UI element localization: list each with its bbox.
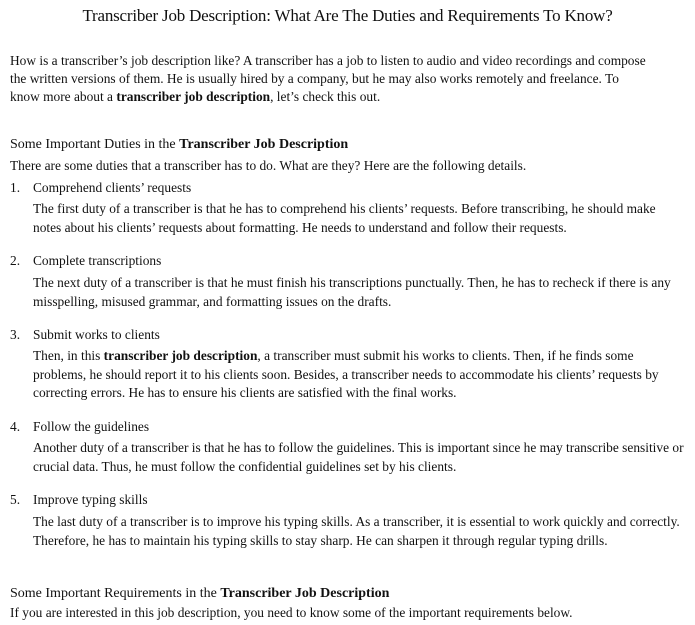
list-item-number: 3. — [10, 327, 21, 342]
requirements-heading-prefix: Some Important Requirements in the — [10, 586, 221, 601]
list-item-title: Submit works to clients — [33, 327, 160, 342]
list-item-title: Comprehend clients’ requests — [33, 180, 192, 195]
intro-keyword: transcriber job description — [116, 89, 271, 104]
list-item-heading — [10, 252, 161, 270]
list-item-title: Complete transcriptions — [33, 253, 162, 268]
list-item-number: 2. — [10, 253, 21, 268]
duties-heading-prefix: Some Important Duties in the — [10, 137, 180, 152]
list-item-number: 4. — [10, 419, 21, 434]
list-item-body: The first duty of a transcriber is that he has to comprehend his clients’ requests. Before transcribing, he should make notes about his clients’ requests about formatting. He needs to understand and follow their requests. — [33, 201, 656, 235]
page-title: Transcriber Job Description: What Are The Duties and Requirements To Know? — [82, 6, 613, 25]
duties-lead: There are some duties that a transcriber has to do. What are they? Here are the following details. — [10, 158, 527, 173]
list-item-body: The next duty of a transcriber is that he must finish his transcriptions punctually. Then, he has to recheck if there is any misspelling, misused grammar, and formatting issues on the drafts. — [33, 275, 671, 309]
list-item-body: The last duty of a transcriber is to improve his typing skills. As a transcriber, it is essential to work quickly and correctly. Therefore, he has to maintain his typing skills to stay sharp. He can sharpen it through regular typing drills. — [33, 514, 680, 548]
list-item-body-keyword: transcriber job description — [103, 348, 258, 363]
list-item-body-text-1: Then, in this — [33, 348, 104, 363]
intro-paragraph — [10, 52, 650, 106]
duties-heading-keyword: Transcriber Job Description — [179, 137, 349, 152]
intro-text-2: , let’s check this out. — [270, 89, 381, 104]
list-item-title: Follow the guidelines — [33, 419, 150, 434]
list-item-heading — [10, 326, 160, 344]
intro-text-1: How is a transcriber’s job description like? A transcriber has a job to listen to audio and video recordings and compose the written versions of them. He is usually hired by a company, but he may also works remotely and freelance. To know more about a — [10, 53, 646, 104]
list-item-heading — [10, 179, 191, 197]
requirements-lead: If you are interested in this job description, you need to know some of the important requirements below. — [10, 605, 573, 620]
list-item-number: 1. — [10, 180, 21, 195]
duties-heading — [10, 136, 348, 154]
requirements-heading-keyword: Transcriber Job Description — [220, 586, 390, 601]
list-item-heading — [10, 418, 149, 436]
list-item-title: Improve typing skills — [33, 492, 148, 507]
list-item-heading — [10, 491, 148, 509]
requirements-heading — [10, 585, 389, 603]
list-item-body — [33, 347, 685, 403]
list-item-number: 5. — [10, 492, 21, 507]
list-item-body: Another duty of a transcriber is that he has to follow the guidelines. This is important since he may transcribe sensitive or crucial data. Thus, he must follow the confidential guidelines set by his clients. — [33, 440, 684, 474]
list-item-body-text-2: , a transcriber must submit his works to clients. Then, if he finds some problems, he should report it to his clients soon. Besides, a transcriber needs to accommodate his clients’ requests by correcting errors. He has to ensure his clients are satisfied with the final works. — [33, 348, 659, 400]
